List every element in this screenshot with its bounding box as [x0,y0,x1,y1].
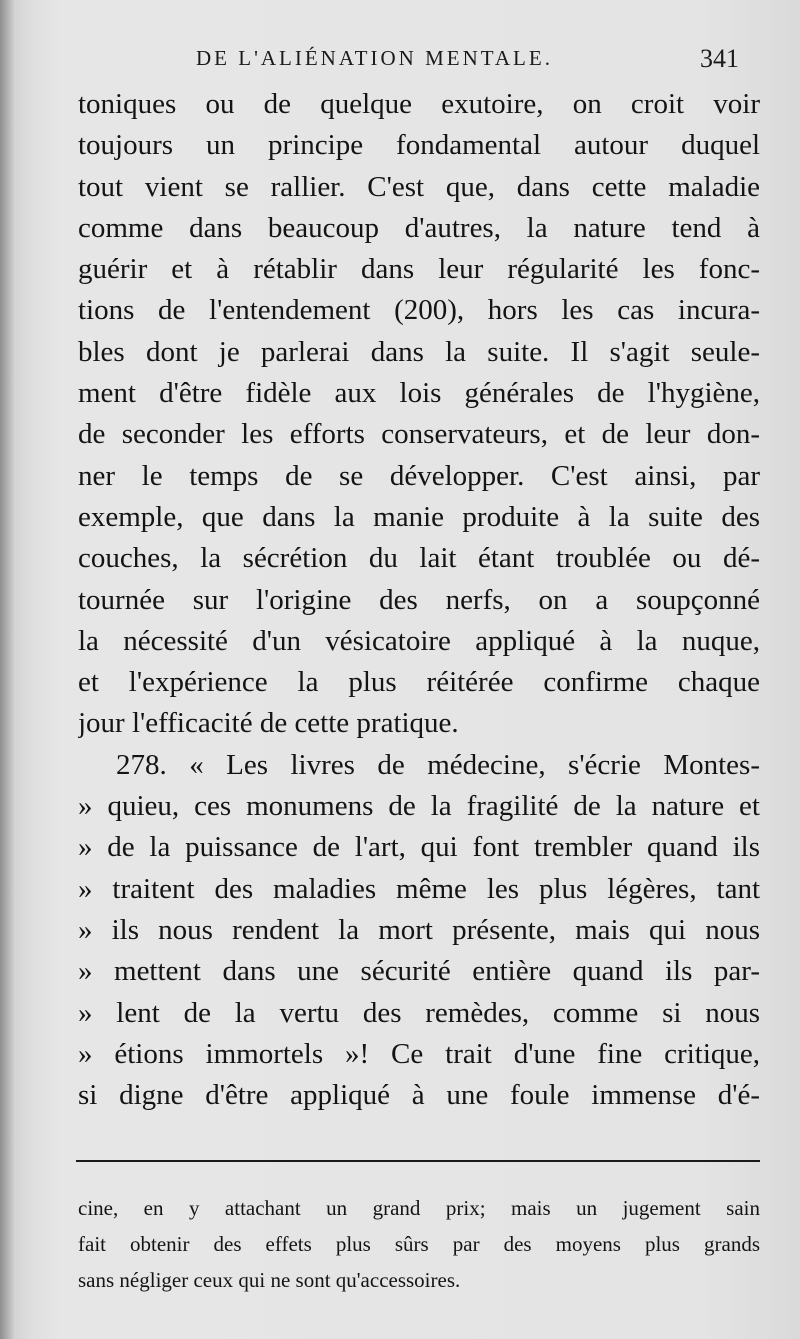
text-line: exemple, que dans la manie produite à la suite des [78,500,760,533]
text-line: de seconder les efforts conservateurs, et de leur don- [78,418,760,451]
text-line: toujours un principe fondamental autour duquel [78,129,760,162]
running-title: DE L'ALIÉNATION MENTALE. [196,46,553,70]
text-line: » traitent des maladies même les plus légères, tant [78,872,760,905]
footnote-separator [76,1160,760,1162]
footnote [78,1190,760,1298]
page-number: 341 [700,44,739,73]
text-line: » quieu, ces monumens de la fragilité de la nature et [78,790,760,823]
text-line: » de la puissance de l'art, qui font trembler quand ils [78,831,760,864]
text-line: tions de l'entendement (200), hors les cas incura- [78,294,760,327]
text-line: tout vient se rallier. C'est que, dans cette maladie [78,170,760,203]
footnote-line: sans négliger ceux qui ne sont qu'accessoires. [78,1268,461,1292]
text-line: » ils nous rendent la mort présente, mais qui nous [78,913,760,946]
footnote-line: cine, en y attachant un grand prix; mais un jugement sain [78,1196,760,1220]
text-line: » mettent dans une sécurité entière quand ils par- [78,955,760,988]
text-line: jour l'efficacité de cette pratique. [78,707,459,740]
paragraph-278-start: 278. « Les livres de médecine, s'écrie Montes- [116,748,760,781]
text-line: comme dans beaucoup d'autres, la nature tend à [78,211,760,244]
text-line: la nécessité d'un vésicatoire appliqué à la nuque, [78,624,760,657]
text-line: bles dont je parlerai dans la suite. Il s'agit seule- [78,335,760,368]
main-text [78,84,760,1116]
text-line: » étions immortels »! Ce trait d'une fine critique, [78,1037,760,1070]
page-header [0,44,800,80]
text-line: guérir et à rétablir dans leur régularité les fonc- [78,253,760,286]
text-line: couches, la sécrétion du lait étant troublée ou dé- [78,542,760,575]
footnote-line: fait obtenir des effets plus sûrs par des moyens plus grands [78,1232,760,1256]
text-line: ner le temps de se développer. C'est ainsi, par [78,459,760,492]
text-line: et l'expérience la plus réitérée confirme chaque [78,666,760,699]
text-line: ment d'être fidèle aux lois générales de l'hygiène, [78,377,760,410]
page-binding-shadow [0,0,14,1339]
text-line: tournée sur l'origine des nerfs, on a soupçonné [78,583,760,616]
text-line: toniques ou de quelque exutoire, on croit voir [78,88,760,120]
text-line: si digne d'être appliqué à une foule immense d'é- [78,1079,760,1112]
text-line: » lent de la vertu des remèdes, comme si nous [78,996,760,1029]
